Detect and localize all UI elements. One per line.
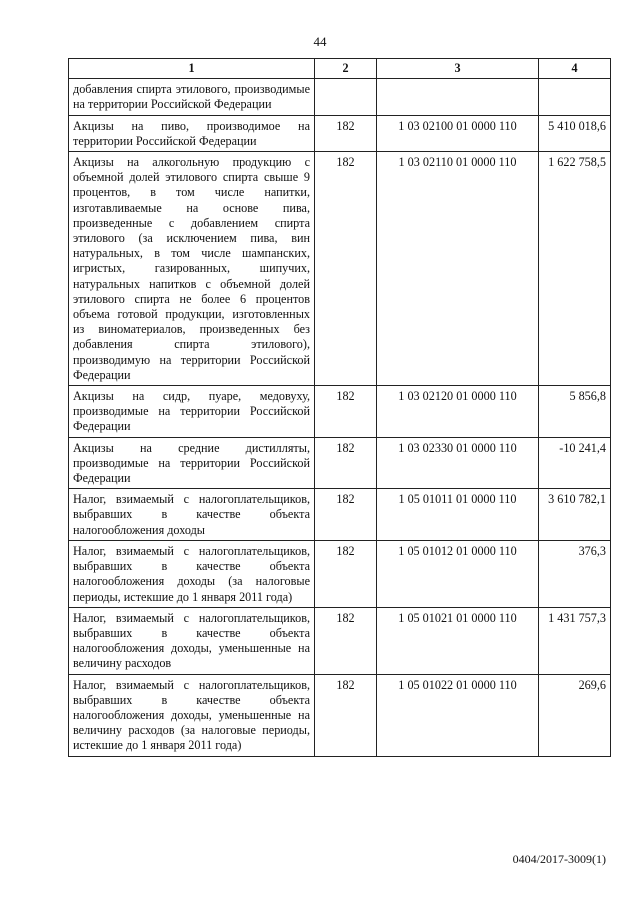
row-amount-cell: -10 241,4 [539,437,611,489]
row-code-cell: 182 [315,607,377,674]
row-amount-cell: 376,3 [539,540,611,607]
row-code-cell: 182 [315,540,377,607]
page-number: 44 [313,34,327,49]
row-kbk-cell: 1 03 02110 01 0000 110 [377,152,539,386]
row-name-cell: Акцизы на пиво, производимое на территории Российской Федерации [69,115,315,151]
row-amount-cell: 269,6 [539,674,611,756]
row-name-cell: добавления спирта этилового, производимые на территории Российской Федерации [69,79,315,115]
row-amount-cell: 5 410 018,6 [539,115,611,151]
table-row [69,607,611,674]
table-row [69,152,611,386]
row-name-cell: Налог, взимаемый с налогоплательщиков, выбравших в качестве объекта налогообложения доходы, уменьшенные на величину расходов (за налоговые периоды, истекшие до 1 января 2011 года) [69,674,315,756]
row-kbk-cell: 1 03 02100 01 0000 110 [377,115,539,151]
header-col-2: 2 [315,59,377,79]
row-kbk-cell: 1 05 01022 01 0000 110 [377,674,539,756]
row-code-cell: 182 [315,674,377,756]
row-amount-cell [539,79,611,115]
table-header-row [69,59,611,79]
row-kbk-cell: 1 05 01012 01 0000 110 [377,540,539,607]
row-name-cell: Акцизы на сидр, пуаре, медовуху, производимые на территории Российской Федерации [69,386,315,438]
row-name-cell: Налог, взимаемый с налогоплательщиков, выбравших в качестве объекта налогообложения доходы [69,489,315,541]
header-col-4: 4 [539,59,611,79]
row-code-cell: 182 [315,152,377,386]
row-amount-cell: 5 856,8 [539,386,611,438]
row-amount-cell: 1 431 757,3 [539,607,611,674]
table-row [69,386,611,438]
header-col-3: 3 [377,59,539,79]
table-row [69,115,611,151]
table-row [69,540,611,607]
table-body [69,79,611,756]
row-code-cell: 182 [315,437,377,489]
table-row [69,489,611,541]
row-code-cell: 182 [315,115,377,151]
row-name-cell: Налог, взимаемый с налогоплательщиков, выбравших в качестве объекта налогообложения доходы (за налоговые периоды, истекшие до 1 января 2011 года) [69,540,315,607]
row-amount-cell: 1 622 758,5 [539,152,611,386]
document-code: 0404/2017-3009(1) [512,852,606,866]
table-row [69,437,611,489]
row-code-cell: 182 [315,386,377,438]
row-name-cell: Акцизы на алкогольную продукцию с объемной долей этилового спирта свыше 9 процентов, в том числе напитки, изготавливаемые на основе пива, произведенные с добавлением спирта этилового (за исключением пива, вин натуральных, в том числе шампанских, игристых, газированных, шипучих, натуральных напитков с объемной долей этилового спирта не более 6 процентов объема готовой продукции, изготовленных из виноматериалов, произведенных без добавления спирта этилового), производимую на территории Российской Федерации [69,152,315,386]
row-amount-cell: 3 610 782,1 [539,489,611,541]
revenue-table [68,58,611,757]
table-row [69,79,611,115]
header-col-1: 1 [69,59,315,79]
table-row [69,674,611,756]
row-kbk-cell: 1 03 02330 01 0000 110 [377,437,539,489]
row-kbk-cell: 1 03 02120 01 0000 110 [377,386,539,438]
row-code-cell [315,79,377,115]
row-name-cell: Налог, взимаемый с налогоплательщиков, выбравших в качестве объекта налогообложения доходы, уменьшенные на величину расходов [69,607,315,674]
row-kbk-cell: 1 05 01011 01 0000 110 [377,489,539,541]
row-kbk-cell [377,79,539,115]
row-name-cell: Акцизы на средние дистилляты, производимые на территории Российской Федерации [69,437,315,489]
row-code-cell: 182 [315,489,377,541]
row-kbk-cell: 1 05 01021 01 0000 110 [377,607,539,674]
